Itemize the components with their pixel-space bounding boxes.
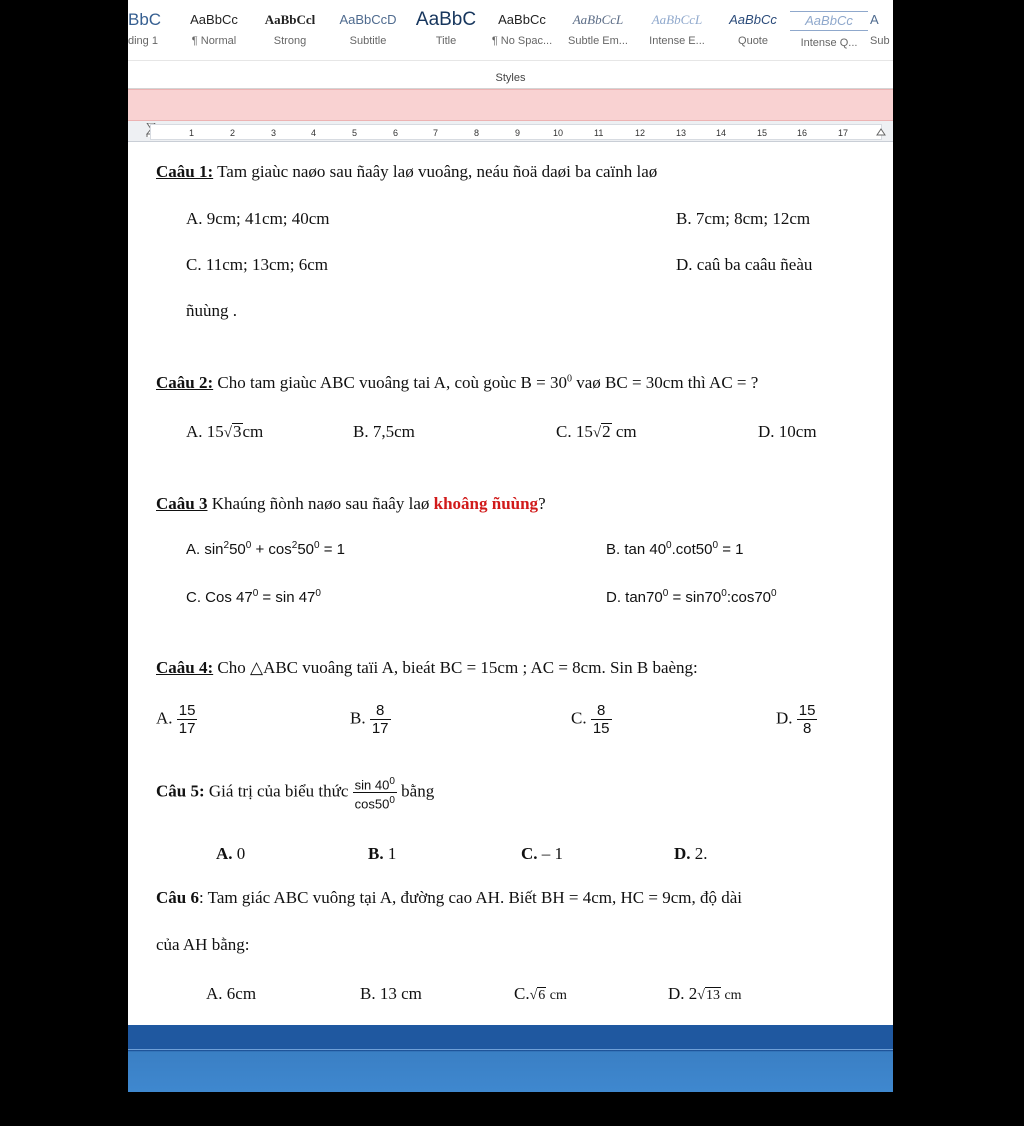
ruler-tick: 10 (553, 128, 564, 138)
question-5-text-end: bằng (401, 781, 435, 801)
ruler-tick: 17 (838, 128, 849, 138)
taskbar (128, 1025, 893, 1092)
word-window (128, 0, 893, 1092)
styles-ribbon (128, 0, 893, 89)
q3-d-part: :cos70 (726, 589, 772, 606)
q3-c-part: C. Cos 47 (186, 589, 253, 606)
q1-option-d-continuation: ñuùng . (186, 301, 237, 320)
style-no-spacing[interactable]: AaBbCc ¶ No Spac... (491, 12, 553, 47)
fraction-denominator: 17 (178, 720, 196, 737)
q4-option-d (776, 702, 817, 737)
q2-option-b: B. 7,5cm (353, 422, 415, 441)
horizontal-ruler[interactable] (128, 121, 893, 142)
q2-option-d: D. 10cm (758, 422, 817, 441)
q3-a-part: + cos (251, 541, 292, 558)
question-6 (156, 888, 742, 908)
style-subtitle[interactable]: AaBbCcD Subtitle (339, 12, 397, 47)
question-6-text: : Tam giác ABC vuông tại A, đường cao AH. Biết BH = 4cm, HC = 9cm, độ dài (198, 888, 742, 907)
question-1-text: Tam giaùc naøo sau ñaây laø vuoâng, neáu ñoä daøi ba caïnh laø (213, 162, 658, 181)
q2-option-c-root: 2 (602, 422, 611, 441)
q3-b-part: = 1 (718, 541, 744, 558)
ruler-tick: 8 (474, 128, 480, 138)
ribbon-divider (128, 60, 893, 61)
q3-a-sup: 2 (223, 540, 230, 551)
q5-den-sup: 0 (389, 795, 395, 807)
q2-option-a-unit: cm (242, 422, 264, 441)
q2-option-c-unit: cm (611, 422, 637, 441)
question-1 (156, 162, 657, 182)
q3-b-sup: 0 (712, 540, 719, 551)
style-normal[interactable]: AaBbCc ¶ Normal (190, 12, 238, 47)
q4-d-fraction (797, 702, 818, 737)
q3-c-sup: 0 (252, 588, 259, 599)
ruler-tick: 9 (515, 128, 521, 138)
status-strip (128, 1025, 893, 1050)
question-2-label: Caâu 2: (156, 373, 214, 392)
style-title[interactable]: AaBbC Title (415, 9, 477, 47)
q3-b-sup: 0 (666, 540, 672, 551)
q2-option-a-label: A. 15 (186, 422, 224, 441)
q5-option-c (521, 844, 563, 864)
q6-c-label: C. (514, 984, 530, 1003)
fraction-denominator: 8 (802, 720, 812, 737)
ruler-tick: 6 (393, 128, 399, 138)
question-2-degree: 0 (566, 373, 572, 385)
ruler-tick: 5 (352, 128, 358, 138)
style-quote[interactable]: AaBbCc Quote (729, 12, 777, 47)
question-3-emphasis: khoâng ñuùng (433, 494, 539, 513)
q5-num-sup: 0 (389, 776, 395, 787)
question-3-text-1: Khaúng ñònh naøo sau ñaây laø (207, 494, 434, 513)
question-5 (156, 774, 434, 812)
question-2-text-1: Cho tam giaùc ABC vuoâng tai A, coù goùc B = 30 (213, 373, 567, 392)
q5-d-label: D. (674, 844, 691, 863)
question-3-label: Caâu 3 (156, 494, 208, 513)
ruler-tick: 1 (189, 128, 195, 138)
question-3 (156, 494, 546, 514)
q6-option-b: B. 13 cm (360, 984, 422, 1003)
q3-d-part: = sin70 (668, 589, 722, 606)
q3-b-part: .cot50 (671, 541, 713, 558)
q6-option-c: C.√6 cm (514, 984, 567, 1003)
question-2-text-2: vaø BC = 30cm thì AC = ? (571, 373, 759, 392)
q5-a-label: A. (216, 844, 233, 863)
style-subtitle-partial[interactable]: A Sub (870, 12, 890, 47)
q5-c-value: – 1 (537, 844, 564, 863)
document-page[interactable] (128, 142, 893, 1025)
q1-option-b: B. 7cm; 8cm; 12cm (676, 209, 811, 228)
q6-d-label: D. 2 (668, 984, 698, 1003)
q5-option-b (368, 844, 396, 864)
ruler-tick: 15 (757, 128, 768, 138)
q6-option-d: D. 2√13 cm (668, 984, 742, 1003)
style-intense-quote[interactable]: AaBbCc Intense Q... (790, 6, 868, 62)
q2-option-a-root: 3 (233, 422, 242, 441)
q2-option-c-label: C. 15 (556, 422, 593, 441)
q3-b-part: B. tan 40 (606, 541, 667, 558)
fraction-numerator: 8 (370, 702, 391, 720)
fraction-numerator (353, 774, 397, 793)
question-4 (156, 658, 698, 678)
ruler-tick: 3 (271, 128, 277, 138)
q4-option-a (156, 702, 197, 737)
q4-option-b (350, 702, 391, 737)
question-5-label: Câu 5: (156, 781, 205, 801)
q3-c-part: = sin 47 (258, 589, 316, 606)
q6-d-unit: cm (720, 988, 742, 1003)
question-4-text: Cho △ABC vuoâng taïi A, bieát BC = 15cm ; AC = 8cm. Sin B baèng: (213, 658, 698, 677)
q4-a-label: A. (156, 708, 173, 728)
q3-d-sup: 0 (721, 588, 727, 599)
question-2 (156, 373, 758, 393)
q3-option-c (186, 588, 321, 606)
ruler-tick: 14 (716, 128, 727, 138)
ruler-tick: 4 (311, 128, 317, 138)
ruler-tick: 2 (230, 128, 236, 138)
message-bar (128, 89, 893, 121)
q5-option-d (674, 844, 708, 864)
q3-a-part: A. sin (186, 541, 224, 558)
question-5-text: Giá trị của biểu thức (204, 781, 349, 801)
ruler-tick: 11 (594, 128, 604, 138)
q3-a-sup: 2 (291, 540, 298, 551)
ruler-tick: 16 (797, 128, 808, 138)
style-heading-1[interactable]: BbC ding 1 (128, 10, 162, 47)
q4-d-label: D. (776, 708, 793, 728)
fraction-numerator: 15 (798, 702, 816, 719)
q5-option-a (216, 844, 245, 864)
q5-b-value: 1 (383, 844, 397, 863)
ruler-tick: 7 (433, 128, 439, 138)
q4-a-fraction (177, 702, 198, 737)
q3-a-sup: 0 (314, 540, 320, 551)
fraction-denominator (353, 793, 397, 811)
style-intense-emphasis[interactable]: AaBbCcL Intense E... (649, 12, 705, 47)
question-6-label: Câu 6 (156, 888, 199, 907)
q3-option-b (606, 540, 743, 558)
q6-d-root: 13 (705, 988, 720, 1003)
q5-fraction (353, 774, 397, 812)
q2-option-a: A. 15√3cm (186, 422, 264, 441)
q3-a-part: = 1 (319, 541, 346, 558)
q5-c-label: C. (521, 844, 538, 863)
q1-option-d: D. caû ba caâu ñeàu (676, 255, 813, 274)
fraction-numerator: 8 (591, 702, 612, 720)
right-indent-marker-icon[interactable] (876, 123, 886, 137)
styles-group-label: Styles (495, 72, 526, 84)
q3-d-part: D. tan70 (606, 589, 663, 606)
fraction-denominator: 17 (371, 720, 389, 737)
q3-d-sup: 0 (662, 588, 669, 599)
q5-d-value: 2. (690, 844, 708, 863)
q3-d-sup: 0 (771, 588, 777, 599)
q5-num-text: sin 40 (354, 777, 390, 793)
q4-c-fraction (591, 702, 612, 737)
q1-option-c: C. 11cm; 13cm; 6cm (186, 255, 328, 274)
q3-c-sup: 0 (315, 588, 321, 599)
ruler-tick: 12 (635, 128, 646, 138)
style-strong[interactable]: AaBbCcl Strong (264, 12, 316, 47)
question-4-label: Caâu 4: (156, 658, 214, 677)
q3-a-part: 50 (229, 541, 246, 558)
ruler-tick: 13 (676, 128, 687, 138)
q4-c-label: C. (571, 708, 587, 728)
fraction-numerator: 15 (178, 702, 196, 719)
question-3-text-2: ? (538, 494, 546, 513)
q6-option-a: A. 6cm (206, 984, 257, 1003)
fraction-denominator: 15 (592, 720, 610, 737)
q5-den-text: cos50 (354, 796, 390, 812)
q3-a-part: 50 (297, 541, 315, 558)
question-1-label: Caâu 1: (156, 162, 214, 181)
q4-option-c (571, 702, 612, 737)
q5-a-value: 0 (232, 844, 246, 863)
q5-b-label: B. (368, 844, 384, 863)
q1-option-a: A. 9cm; 41cm; 40cm (186, 209, 330, 228)
style-subtle-emphasis[interactable]: AaBbCcL Subtle Em... (568, 12, 628, 47)
q3-option-a (186, 540, 345, 558)
q2-option-c: C. 15√2 cm (556, 422, 637, 441)
q6-c-unit: cm (546, 988, 567, 1003)
q4-b-fraction (370, 702, 391, 737)
q3-option-d (606, 588, 777, 606)
q4-b-label: B. (350, 708, 366, 728)
q3-a-sup: 0 (245, 540, 252, 551)
q6-c-root: 6 (538, 988, 546, 1003)
ruler-track (150, 124, 882, 140)
question-6-continuation: của AH bằng: (156, 935, 250, 954)
